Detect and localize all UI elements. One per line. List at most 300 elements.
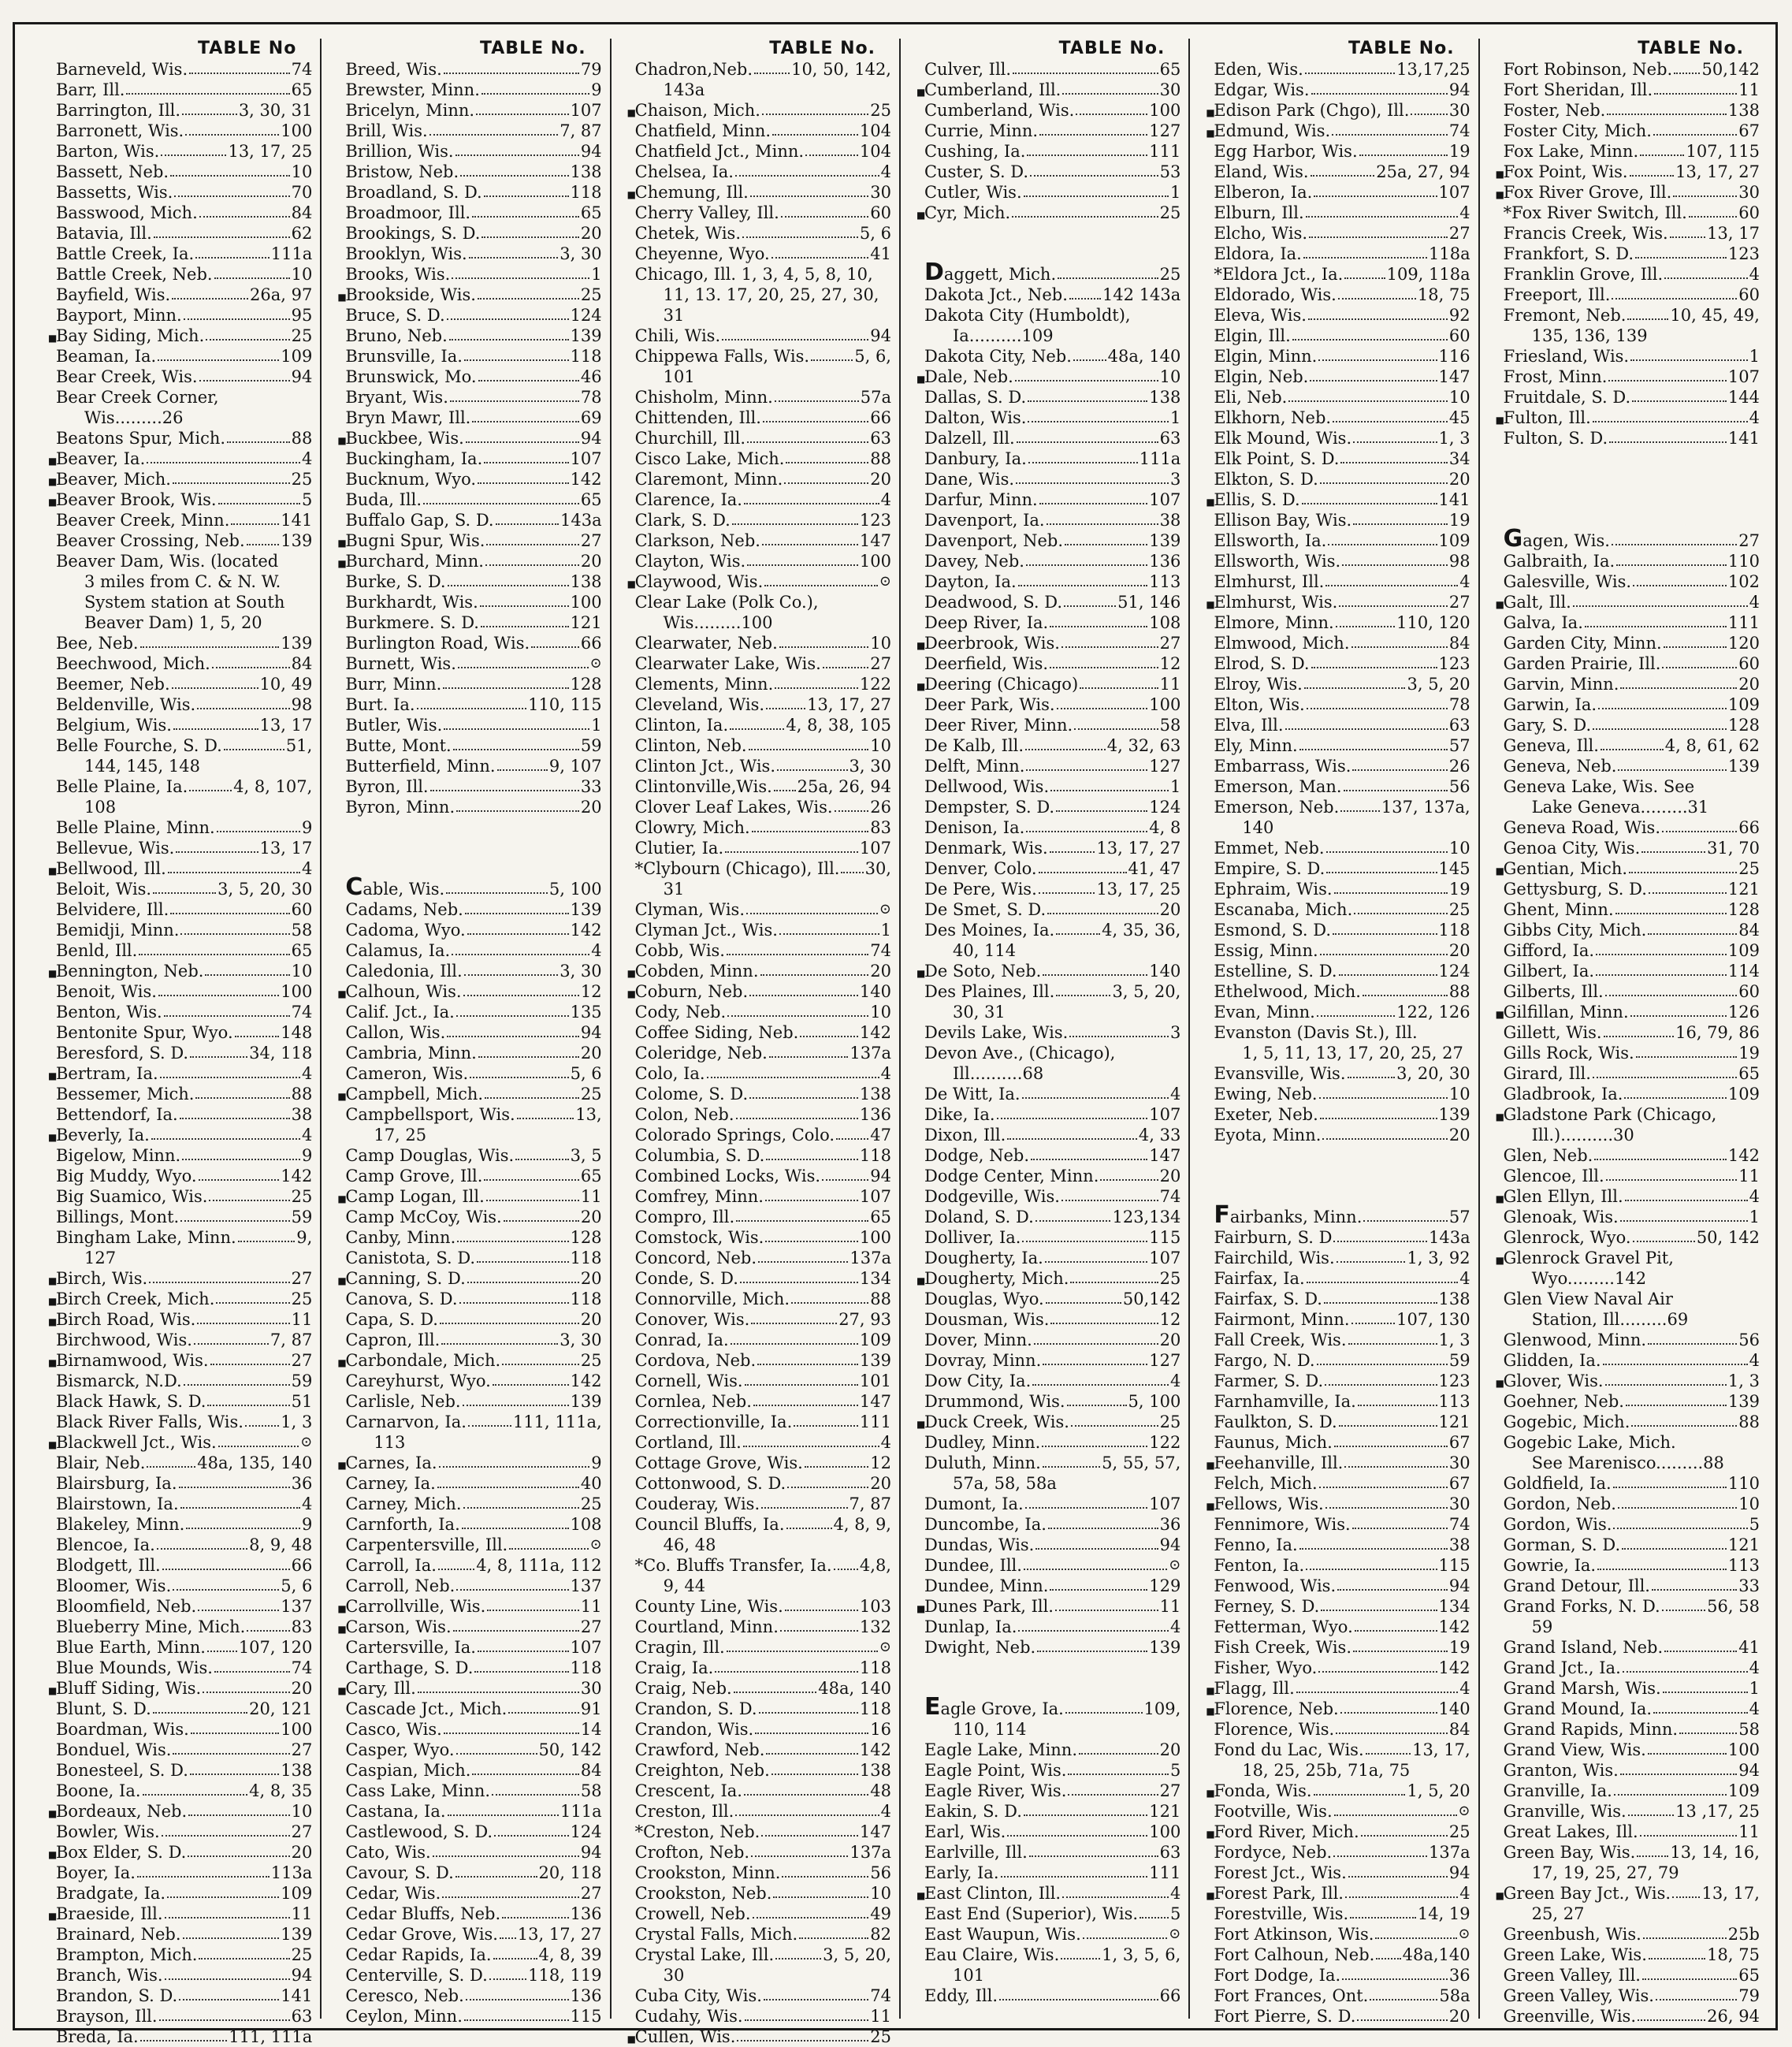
station-name: Castana, Ia. [345,1802,446,1821]
station-name: Fort Sheridan, Ill. [1503,80,1653,99]
flag-stop-square-icon: ■ [626,968,636,979]
table-numbers: 107 [859,1187,891,1206]
leader-dots [1344,1466,1448,1468]
table-numbers: 5 [301,490,313,509]
station-name: Dwight, Neb. [924,1638,1036,1657]
leader-dots [439,1466,590,1468]
station-entry [345,1945,601,1965]
leader-dots [502,1917,568,1919]
station-name: Carney, Ia. [345,1474,436,1493]
station-name: Elva, Ill. [1214,716,1284,735]
station-name: Evansville, Wis. [1214,1064,1346,1083]
station-name: Bear Creek Corner, [56,388,219,407]
station-name: Connorville, Mich. [634,1290,790,1308]
table-numbers: 139 [1727,757,1760,776]
table-numbers: 57 [1448,1208,1470,1226]
table-numbers: 137a [850,1843,891,1862]
station-name: Grand Rapids, Minn. [1503,1720,1679,1739]
station-name: Great Lakes, Ill. [1503,1822,1638,1841]
station-name: Crescent, Ia. [634,1781,742,1800]
station-entry [916,1412,1181,1432]
table-numbers: 36 [1448,1966,1470,1985]
table-numbers: 25 [870,101,891,120]
station-name: Girard, Ill. [1503,1064,1591,1083]
table-numbers: 137a [1429,1843,1470,1862]
station-entry [56,899,312,920]
table-numbers: 4 [591,941,602,960]
flag-stop-square-icon: ■ [1206,128,1215,139]
table-numbers: 100 [281,121,313,140]
station-name: Elrod, S. D. [1214,654,1310,673]
table-numbers: 27, 93 [838,1310,891,1329]
leader-dots [1340,810,1380,812]
station-entry [635,633,891,653]
station-entry [1214,244,1470,264]
station-name: Fennimore, Wis. [1214,1515,1351,1534]
station-name: Fisher, Wyo. [1214,1658,1318,1677]
station-entry-continuation: Wyo.........142 [1531,1269,1647,1288]
section-initial-letter: E [924,1693,941,1721]
flag-stop-square-icon: ■ [337,1603,347,1614]
leader-dots [785,1610,858,1611]
station-name: Beaver, Mich. [56,470,171,489]
station-name: Eli, Neb. [1214,388,1288,407]
table-numbers: 4 [1749,1351,1760,1370]
table-numbers: 58 [1738,1720,1760,1739]
station-name: Dover, Minn. [924,1331,1032,1349]
table-numbers: 118 [570,1290,602,1308]
table-numbers: 41, 47 [1128,859,1181,878]
station-name: Barneveld, Wis. [56,60,188,79]
leader-dots [1633,1241,1695,1242]
table-numbers: 98 [1448,552,1470,571]
station-name: Exeter, Neb. [1214,1105,1318,1124]
table-numbers: 74 [870,1986,891,2005]
table-numbers: 138 [570,162,602,181]
table-numbers: 65 [870,1208,891,1226]
table-numbers: 98 [291,695,313,714]
table-numbers: 74 [291,1658,313,1677]
leader-dots [1007,1138,1137,1140]
flag-stop-square-icon: ■ [337,1624,347,1635]
station-name: Chatfield Jct., Minn. [634,142,805,161]
table-numbers: 20 [1448,941,1470,960]
station-name: Empire, S. D. [1214,859,1325,878]
station-name: Cullen, Wis. [634,2027,736,2046]
table-numbers: 4, 32, 63 [1106,736,1181,755]
leader-dots [182,114,237,115]
table-numbers: 60 [1738,982,1760,1001]
table-numbers: 48a, 135, 140 [197,1453,313,1472]
station-entry [56,1002,312,1022]
table-numbers: 3, 30 [560,244,602,263]
station-name: Bigelow, Minn. [56,1146,181,1165]
station-entry [48,1063,313,1084]
leader-dots [1319,1097,1448,1099]
table-numbers: 118, 119 [528,1966,602,1985]
station-name: Foster, Neb. [1503,101,1606,120]
station-entry-continuation: 18, 25, 25b, 71a, 75 [1242,1761,1411,1780]
station-entry [48,1842,313,1863]
station-entry [1504,141,1760,162]
station-name: Bessemer, Mich. [56,1085,195,1104]
table-numbers: 110 [1727,1474,1760,1493]
station-name: Douglas, Wyo. [924,1290,1044,1308]
station-name: Cottage Grove, Wis. [634,1453,803,1472]
table-numbers: 10 [1448,388,1470,407]
station-name: Cordova, Neb. [634,1351,757,1370]
station-name: Fairmont, Minn. [1214,1310,1350,1329]
station-name: Careyhurst, Wyo. [345,1371,491,1390]
table-numbers: 51, [285,736,313,755]
table-numbers: 109 [1727,941,1760,960]
station-entry [924,469,1180,489]
table-numbers: 121 [570,613,602,632]
leader-dots [780,1630,858,1632]
table-numbers: 100 [1149,695,1181,714]
leader-dots [805,154,858,156]
station-entry [1214,981,1470,1002]
station-name: Brill, Wis. [345,121,428,140]
table-numbers: 137a [850,1044,891,1063]
section-gap [1214,1145,1470,1166]
station-entry [635,1022,891,1043]
station-name: Gilbert, Ia. [1503,962,1595,981]
leader-dots [170,913,289,914]
table-numbers: 94 [291,367,313,386]
table-numbers: 107 [570,1638,602,1657]
station-name: De Kalb, Ill. [924,736,1024,755]
table-numbers: 107 [1727,367,1760,386]
station-entry [626,182,891,203]
circle-dot-icon: ⊙ [1169,1557,1181,1573]
leader-dots [440,1323,579,1324]
station-name: Clover Leaf Lakes, Wis. [634,798,833,817]
table-numbers: 74 [1159,1187,1181,1206]
station-name: Conrad, Ia. [634,1331,729,1349]
leader-dots [1652,1589,1737,1591]
station-entry [1214,899,1470,920]
leader-dots [1609,441,1727,443]
station-entry-continuation: 17, 19, 25, 27, 79 [1531,1863,1679,1882]
table-numbers: 74 [870,941,891,960]
table-numbers: 1, 3 [281,1412,313,1431]
station-entry [56,1945,312,1965]
station-name: Campbellsport, Wis. [345,1105,515,1124]
table-numbers: 84 [1448,1720,1470,1739]
table-numbers: 111, 111a, [512,1412,602,1431]
leader-dots [218,503,300,504]
table-numbers: 148 [281,1023,313,1042]
station-entry [56,244,312,264]
station-entry [924,1617,1180,1637]
table-numbers: 67 [1448,1474,1470,1493]
leader-dots [493,1384,569,1386]
station-entry [48,961,313,981]
station-entry [345,162,601,182]
station-name: Carnforth, Ia. [345,1515,460,1534]
station-entry [1504,1330,1760,1350]
leader-dots [464,359,569,361]
station-name: Elburn, Ill. [1214,203,1304,222]
station-name: Beresford, S. D. [56,1044,189,1063]
leader-dots [1042,1446,1147,1447]
station-name: Dalton, Wis. [924,408,1027,427]
leader-dots [835,810,869,812]
table-numbers: 27 [1448,224,1470,243]
leader-dots [765,1200,858,1201]
leader-dots [450,400,579,402]
timetable-index-page [13,22,1778,2046]
flag-stop-square-icon: ■ [337,988,347,999]
table-numbers: 138 [1149,388,1181,407]
section-gap [924,1678,1180,1699]
station-name: Cavour, S. D. [345,1863,454,1882]
station-name: Dow City, Ia. [924,1371,1032,1390]
station-entry [1504,428,1760,448]
leader-dots [1018,1630,1169,1632]
station-name: Ceresco, Neb. [345,1986,464,2005]
leader-dots [1332,134,1448,136]
table-numbers: 1, 3 [1438,1331,1470,1349]
table-numbers: 83 [291,1617,313,1636]
table-numbers: 88 [291,1085,313,1104]
station-name: Brayson, Ill. [56,2007,158,2026]
station-entry [345,633,601,653]
station-entry [56,1022,312,1043]
table-numbers: 124 [570,306,602,325]
station-entry [345,1801,601,1822]
station-entry [1206,100,1470,121]
table-numbers: 1 [1749,1679,1760,1698]
leader-dots [245,1425,279,1427]
station-entry [56,1494,312,1514]
table-numbers: 115 [1149,1228,1181,1247]
station-name: Ellsworth, Wis. [1214,552,1341,571]
station-name: Beatons Spur, Mich. [56,429,226,448]
table-numbers: 3, 30 [560,962,602,981]
table-numbers: 50, 142 [1696,1228,1760,1247]
station-name: Beaver Brook, Wis. [56,490,217,509]
station-entry [924,1084,1180,1104]
station-name: Dunes Park, Ill. [924,1597,1054,1616]
table-numbers: 56 [1738,1331,1760,1349]
station-name: Clyman Jct., Wis. [634,921,778,940]
station-entry [635,899,891,920]
station-entry [1214,428,1470,448]
leader-dots [1622,1548,1727,1550]
leader-dots [758,1261,848,1263]
table-numbers: 13, 17 [1707,224,1760,243]
station-entry [635,1904,891,1924]
section-gap [345,838,601,858]
table-numbers: 9 [591,80,602,99]
station-name: Blakeley, Minn. [56,1515,185,1534]
station-entry-continuation: System station at South [84,593,285,612]
leader-dots [725,851,858,853]
station-entry [48,1904,313,1924]
station-entry [345,776,601,797]
leader-dots [1605,1384,1727,1386]
leader-dots [140,646,280,648]
station-entry [337,530,602,551]
station-name: Glover, Wis. [1503,1371,1604,1390]
station-entry [345,223,601,244]
flag-stop-square-icon: ■ [1495,599,1504,610]
leader-dots [834,1569,858,1570]
table-numbers: 26, 94 [1707,2007,1760,2026]
station-entry [1214,1371,1470,1391]
table-numbers: 59 [291,1371,313,1390]
table-numbers: 63 [291,2007,313,2026]
station-name: Dundee, Minn. [924,1576,1049,1595]
station-name: Bonesteel, S. D. [56,1761,188,1780]
leader-dots [1674,73,1700,74]
station-entry [1206,1494,1470,1514]
leader-dots [784,482,868,484]
station-entry [626,961,891,981]
station-entry [1495,162,1760,182]
station-name: Bricelyn, Minn. [345,101,475,120]
station-name: Boardman, Wis. [56,1720,189,1739]
leader-dots [1307,1282,1459,1283]
leader-dots [165,1917,290,1919]
table-numbers: 122 [1149,1433,1181,1452]
station-entry-continuation: 135, 136, 139 [1531,326,1648,345]
leader-dots [1028,462,1138,463]
station-name [345,873,445,901]
station-name: Gills Rock, Wis. [1503,1044,1634,1063]
leader-dots [1035,1220,1111,1222]
station-name: Dakota City, Neb. [924,347,1072,366]
leader-dots [481,236,579,238]
station-entry [345,264,601,285]
leader-dots [455,1876,537,1878]
station-entry [924,285,1180,305]
station-name: Dougherty, Mich. [924,1269,1069,1288]
station-name: *Creston, Neb. [634,1822,760,1841]
leader-dots [1068,1773,1169,1775]
table-numbers: 134 [859,1269,891,1288]
station-name: Green Lake, Wis. [1503,1945,1647,1964]
station-name: Dane, Wis. [924,470,1015,489]
station-name: Blairstown, Ia. [56,1494,179,1513]
table-numbers: 27 [1448,593,1470,612]
station-entry [56,1658,312,1678]
station-entry [345,1924,601,1945]
leader-dots [189,790,232,791]
station-entry [916,1596,1181,1617]
leader-dots [1043,1466,1100,1468]
table-numbers: 27 [1159,1781,1181,1800]
station-name: Dodge Center, Minn. [924,1167,1099,1185]
station-name: Dakota Jct., Neb. [924,285,1068,304]
table-numbers: 7, 87 [270,1331,313,1349]
table-numbers: 1, 3 [1727,1371,1760,1390]
station-entry [924,1924,1180,1945]
station-entry [1504,1555,1760,1576]
station-name: Chadron,Neb. [634,60,753,79]
station-name: Bellevue, Wis. [56,839,175,858]
table-numbers: 4 [1749,1187,1760,1206]
station-entry [1504,1412,1760,1432]
table-numbers: 70 [291,183,313,202]
table-numbers: 40 [580,1474,602,1493]
station-name: Cass Lake, Minn. [345,1781,491,1800]
leader-dots [1596,974,1727,976]
station-name: Burr, Minn. [345,675,442,694]
table-numbers: 94 [1448,1576,1470,1595]
leader-dots [786,1528,832,1529]
leader-dots [1311,667,1437,668]
station-name: Brampton, Mich. [56,1945,198,1964]
station-name: Deerbrook, Wis. [924,634,1060,653]
flag-stop-square-icon: ■ [1206,1706,1215,1717]
table-numbers: 38 [291,1105,313,1124]
station-entry [1504,1576,1760,1596]
station-entry [345,961,601,981]
table-numbers: 139 [1149,1638,1181,1657]
station-entry [635,1412,891,1432]
station-name: Birnamwood, Wis. [56,1351,209,1370]
leader-dots [1593,421,1748,422]
table-numbers: 18, 75 [1707,1945,1760,1964]
leader-dots [1363,995,1448,996]
station-entry [635,408,891,428]
station-entry [345,121,601,141]
station-name: Grand Mound, Ia. [1503,1699,1653,1718]
leader-dots [1615,913,1727,914]
station-entry [1504,694,1760,715]
table-numbers: 10, 49 [259,675,313,694]
leader-dots [444,728,589,730]
station-entry [635,858,891,879]
station-entry-continuation: 113 [374,1433,406,1452]
table-numbers: 129 [1149,1576,1181,1595]
flag-stop-square-icon: ■ [626,189,636,200]
table-numbers: 59 [580,736,602,755]
table-numbers: 25a, 27, 94 [1376,162,1470,181]
station-entry [56,1535,312,1555]
leader-dots [472,421,579,422]
station-entry [635,1678,891,1699]
station-entry [56,305,312,326]
leader-dots [1689,216,1737,218]
station-entry [1504,1924,1760,1945]
flag-stop-square-icon: ■ [337,292,347,303]
leader-dots [1083,1937,1167,1939]
table-numbers: 65 [580,203,602,222]
leader-dots [1613,1528,1747,1529]
leader-dots [444,1733,579,1734]
station-entry [337,981,602,1002]
leader-dots [1656,1999,1737,2000]
leader-dots [761,1507,847,1509]
station-entry [924,1863,1180,1883]
station-name: Chaison, Mich. [634,101,760,120]
station-entry [345,182,601,203]
station-entry [924,182,1180,203]
leader-dots [1043,1364,1147,1365]
station-entry [924,592,1180,612]
leader-dots [1631,1425,1737,1427]
table-numbers: 33 [1738,1576,1760,1595]
station-entry [56,1207,312,1227]
station-name: Burke, S. D. [345,572,446,591]
station-entry [48,1350,313,1371]
station-entry [635,428,891,448]
station-entry [345,1842,601,1863]
